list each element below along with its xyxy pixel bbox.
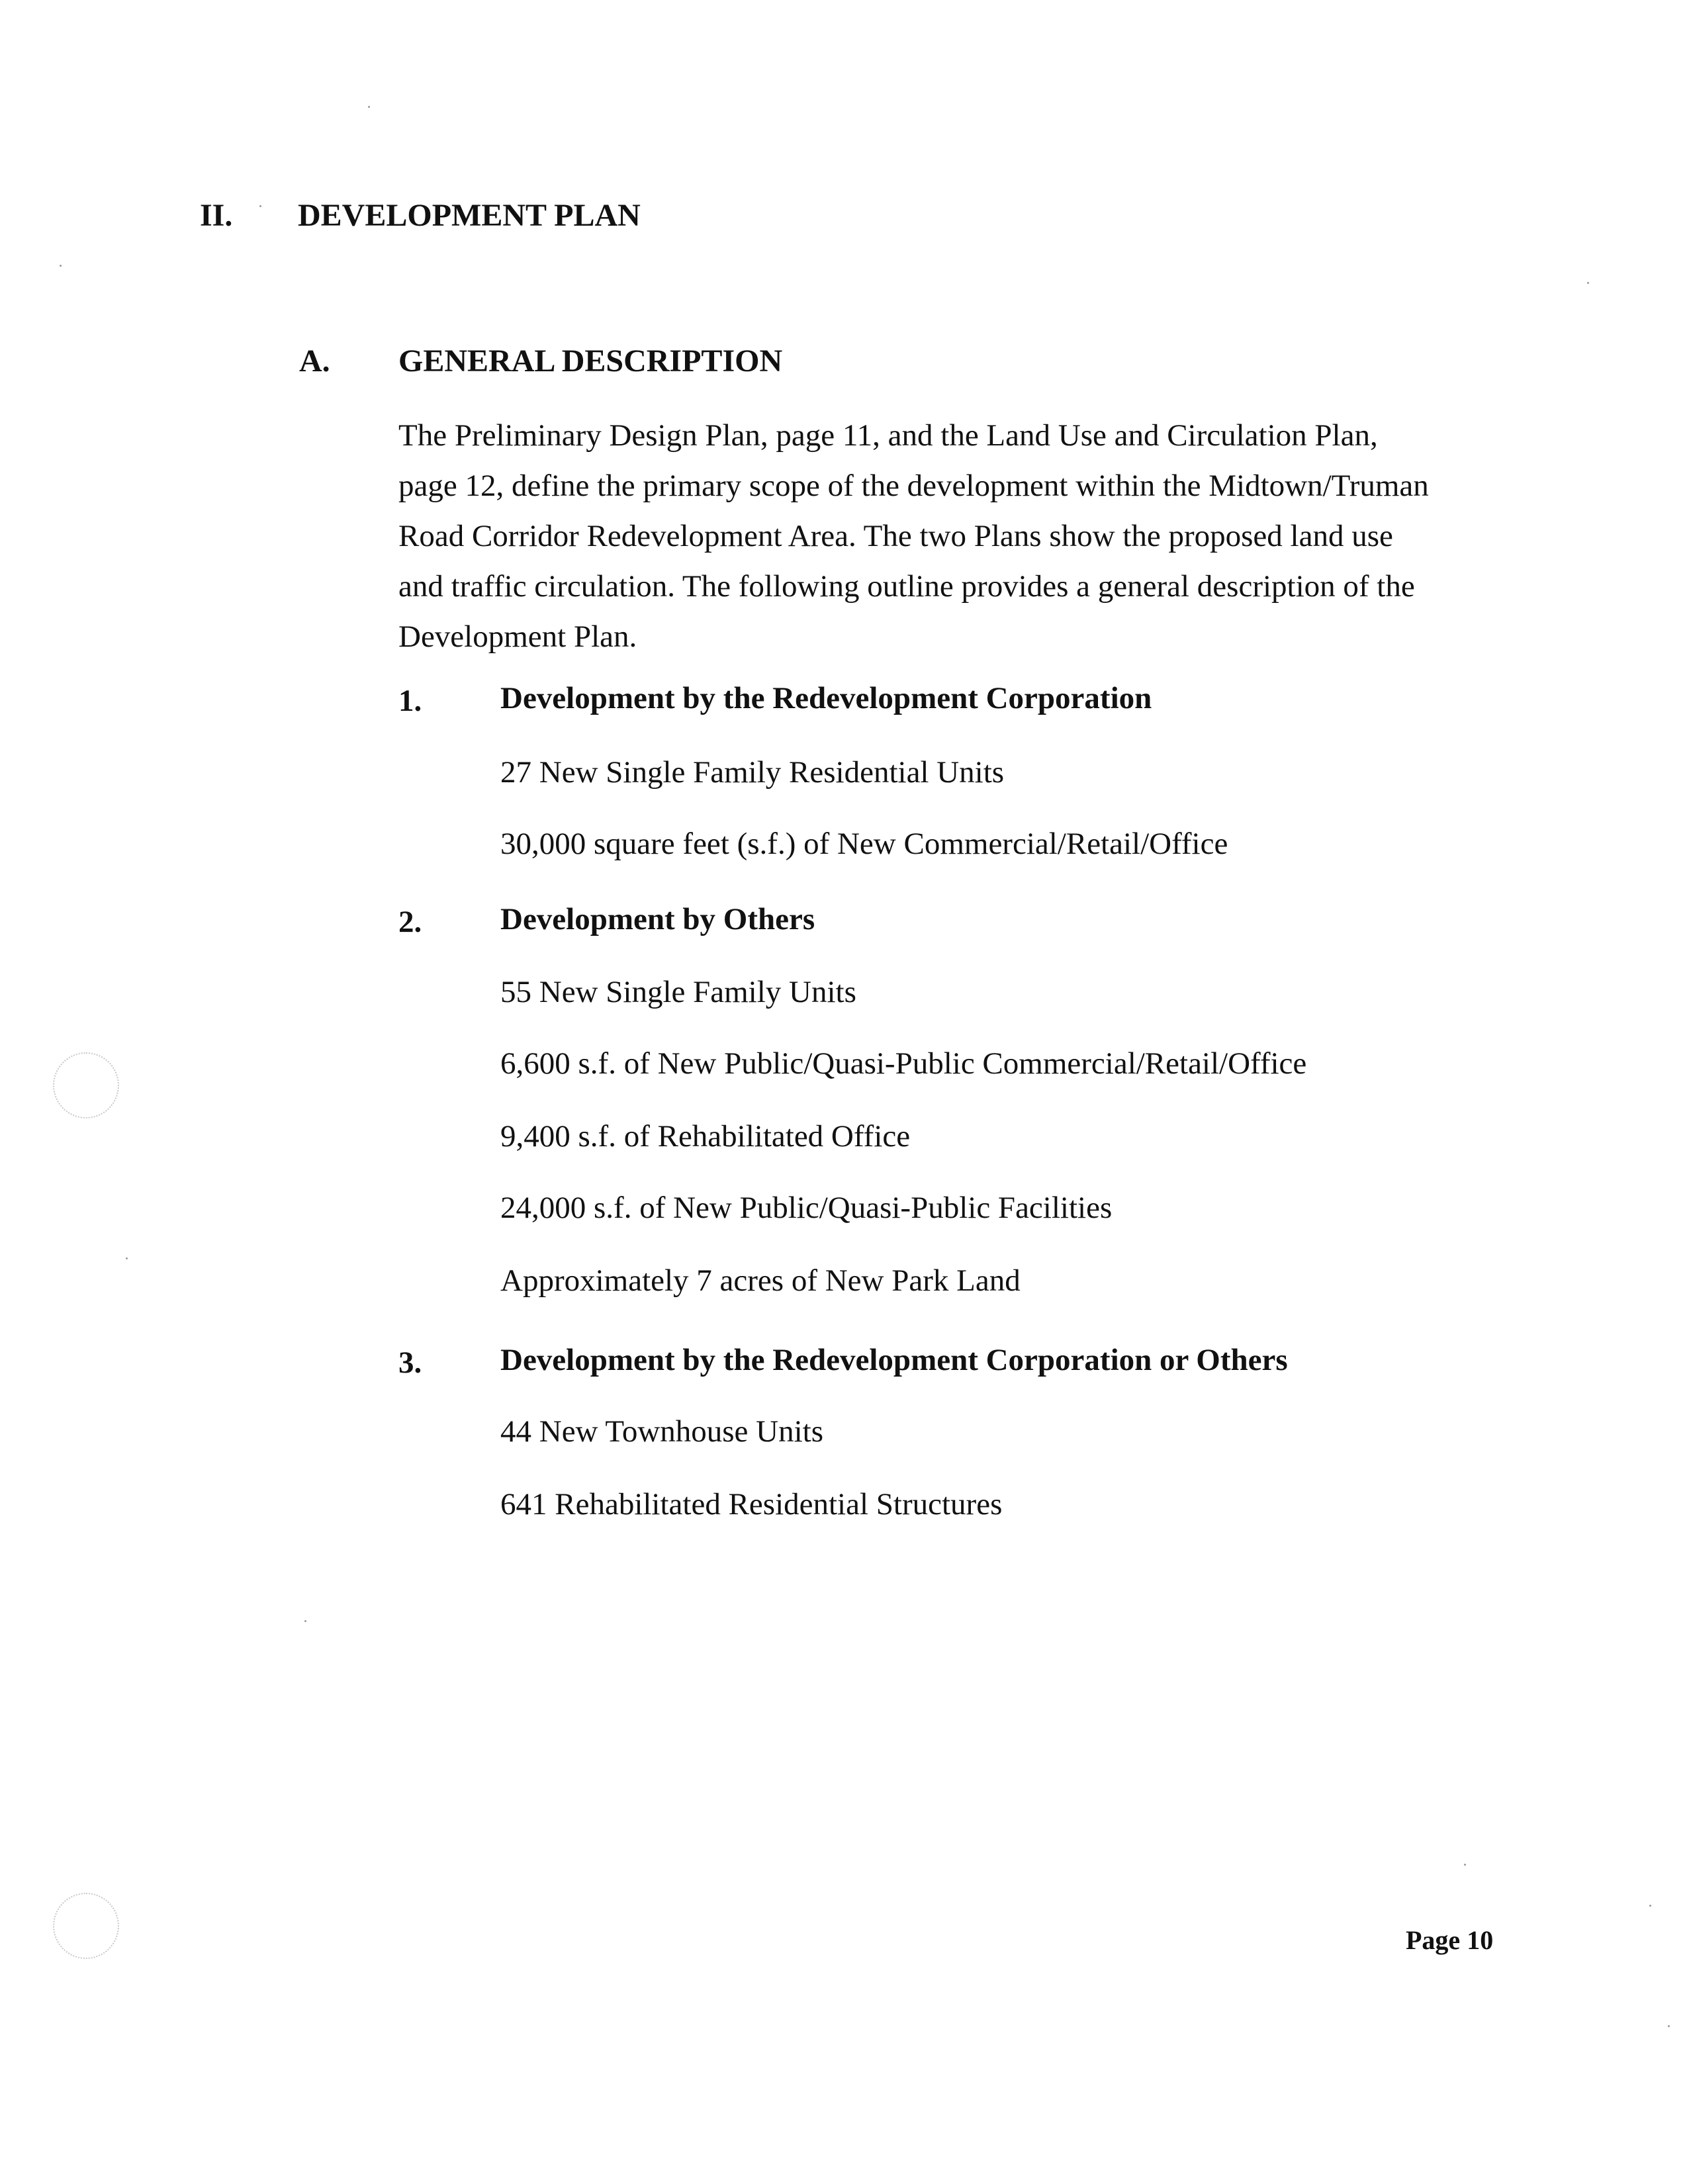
item-entry: 27 New Single Family Residential Units <box>500 755 1005 790</box>
scan-speck <box>1649 1905 1651 1907</box>
item-entry: Approximately 7 acres of New Park Land <box>500 1263 1021 1298</box>
section-number: II. <box>200 198 233 233</box>
item-entry: 6,600 s.f. of New Public/Quasi-Public Commercial/Retail/Office <box>500 1046 1307 1081</box>
description-line: The Preliminary Design Plan, page 11, and the Land Use and Circulation Plan, <box>398 418 1378 453</box>
item-entry: 30,000 square feet (s.f.) of New Commercial/Retail/Office <box>500 827 1228 861</box>
punch-hole-mark <box>53 1893 119 1959</box>
description-line: and traffic circulation. The following outline provides a general description of the <box>398 569 1415 604</box>
page-number: Page 10 <box>1406 1925 1494 1955</box>
item-number: 3. <box>398 1345 422 1380</box>
item-entry: 9,400 s.f. of Rehabilitated Office <box>500 1119 911 1154</box>
subsection-title: GENERAL DESCRIPTION <box>398 343 783 379</box>
scan-speck <box>1587 282 1589 284</box>
scan-speck <box>1464 1864 1466 1866</box>
punch-hole-mark <box>53 1052 119 1118</box>
item-heading: Development by the Redevelopment Corporation <box>500 681 1152 715</box>
description-line: Road Corridor Redevelopment Area. The two Plans show the proposed land use <box>398 519 1393 553</box>
item-entry: 44 New Townhouse Units <box>500 1414 824 1449</box>
scan-speck <box>60 265 62 267</box>
item-entry: 55 New Single Family Units <box>500 975 856 1009</box>
description-line: page 12, define the primary scope of the development within the Midtown/Truman <box>398 469 1429 503</box>
scan-speck <box>304 1620 306 1622</box>
scan-speck <box>1668 2025 1670 2027</box>
item-number: 2. <box>398 905 422 939</box>
section-title: DEVELOPMENT PLAN <box>298 198 641 233</box>
item-number: 1. <box>398 684 422 718</box>
subsection-letter: A. <box>299 343 330 379</box>
item-heading: Development by Others <box>500 902 815 936</box>
description-line: Development Plan. <box>398 619 637 654</box>
item-entry: 641 Rehabilitated Residential Structures <box>500 1487 1003 1522</box>
description-paragraph <box>398 410 1497 662</box>
scan-speck <box>126 1257 128 1259</box>
item-entry: 24,000 s.f. of New Public/Quasi-Public Facilities <box>500 1191 1113 1225</box>
item-heading: Development by the Redevelopment Corporation or Others <box>500 1343 1288 1377</box>
scan-speck <box>368 106 370 108</box>
scan-speck <box>259 205 261 207</box>
